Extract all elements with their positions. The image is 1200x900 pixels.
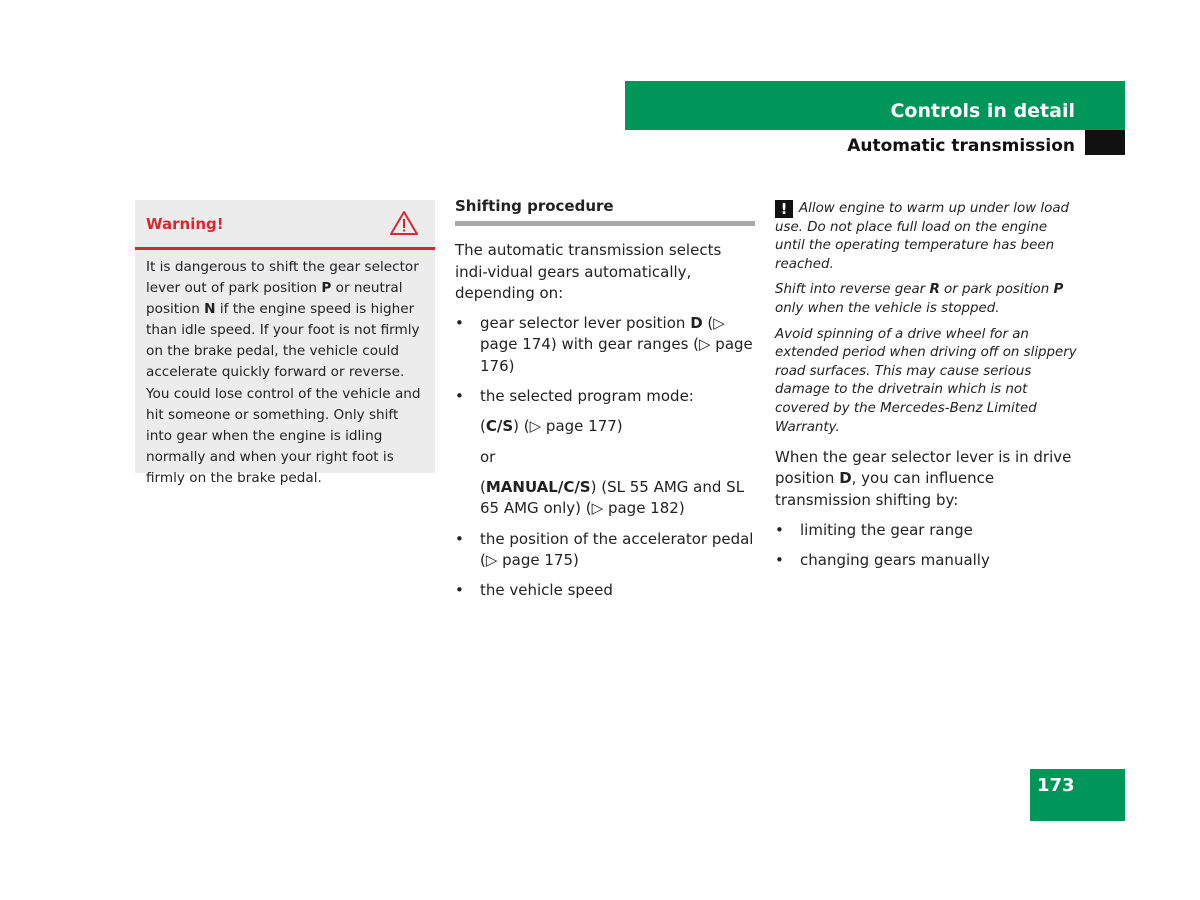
bold-term: MANUAL/C/S <box>485 477 591 496</box>
text-run: , you can influence transmission shifting by: <box>775 469 995 509</box>
caution-note <box>775 326 1080 438</box>
caution-note <box>775 281 1080 318</box>
mode-line <box>455 416 755 437</box>
text-run: the selected program mode: <box>480 387 694 406</box>
list-item <box>775 520 1080 541</box>
text-run: It is dangerous to shift the gear selector lever out of park position <box>146 259 419 297</box>
bullet-icon: • <box>455 314 464 333</box>
middle-column <box>455 196 755 610</box>
bullet-icon: • <box>455 529 464 548</box>
bullet-list-1 <box>455 313 755 407</box>
list-item <box>455 386 755 407</box>
list-item <box>775 550 1080 571</box>
section-title: Controls in detail <box>890 100 1075 122</box>
bullet-icon: • <box>455 581 464 600</box>
caution-notes <box>775 200 1080 437</box>
warning-triangle-icon <box>389 210 419 236</box>
text-run: limiting the gear range <box>800 521 973 540</box>
text-run: the vehicle speed <box>480 581 613 600</box>
sub-title: Automatic transmission <box>847 136 1075 156</box>
program-mode-lines <box>455 416 755 519</box>
text-run: Allow engine to warm up under low load use. Do not place full load on the engine until the operating temperature has been reached. <box>775 201 1070 272</box>
mode-line <box>455 477 755 520</box>
bold-term: N <box>204 301 216 318</box>
bullet-icon: • <box>775 551 784 570</box>
text-run: ( <box>480 417 486 436</box>
bold-term: C/S <box>485 417 514 436</box>
warning-body <box>135 250 435 489</box>
intro-paragraph: The automatic transmission selects indi-vidual gears automatically, depending on: <box>455 241 722 302</box>
bullet-icon: • <box>775 521 784 540</box>
caution-note <box>775 200 1080 274</box>
mode-line <box>455 447 755 468</box>
bullet-list-2 <box>455 529 755 602</box>
text-run: if the engine speed is higher than idle speed. If your foot is not firmly on the brake pedal, the vehicle could accelerate quickly forward or reverse. You could lose control of the vehicle and hit someone or something. Only shift into gear when the engine is idling normally and when your right foot is firmly on the brake pedal. <box>146 301 421 486</box>
text-run: only when the vehicle is stopped. <box>775 300 1000 316</box>
bold-term: D <box>839 469 852 488</box>
drive-position-paragraph <box>775 447 1080 511</box>
text-run: Avoid spinning of a drive wheel for an extended period when driving off on slippery road surfaces. This may cause serious damage to the drivetrain which is not covered by the Mercedes-Benz Limited Warranty. <box>775 326 1077 435</box>
bold-term: P <box>321 280 332 297</box>
exclamation-icon: ! <box>775 200 793 218</box>
text-run: Shift into reverse gear <box>775 282 930 298</box>
list-item <box>455 313 755 377</box>
header-black-block <box>1085 130 1125 155</box>
bullet-list-3 <box>775 520 1080 572</box>
text-run: or neutral position <box>146 280 403 318</box>
section-heading: Shifting procedure <box>455 196 755 226</box>
text-run: (▷ page 174) with gear ranges (▷ page 176) <box>480 314 753 375</box>
warning-title: Warning! <box>146 215 224 233</box>
bold-term: D <box>690 314 703 333</box>
text-run: ( <box>480 477 486 496</box>
bold-term: P <box>1053 282 1064 298</box>
list-item <box>455 529 755 572</box>
text-run: ) (▷ page 177) <box>513 417 623 436</box>
text-run: or park position <box>939 282 1054 298</box>
list-item <box>455 580 755 601</box>
page-number-box <box>1030 769 1125 821</box>
right-column <box>775 200 1080 581</box>
text-run: ) (SL 55 AMG and SL 65 AMG only) (▷ page 182) <box>480 477 745 518</box>
warning-header <box>135 200 435 250</box>
text-run: gear selector lever position <box>480 314 691 333</box>
bullet-icon: • <box>455 387 464 406</box>
text-run: or <box>480 447 496 466</box>
text-run: the position of the accelerator pedal (▷ page 175) <box>480 529 754 569</box>
bold-term: R <box>929 282 940 298</box>
warning-box <box>135 200 435 486</box>
page-number: 173 <box>1037 775 1075 796</box>
text-run: When the gear selector lever is in drive position <box>775 448 1072 488</box>
text-run: changing gears manually <box>800 551 990 570</box>
